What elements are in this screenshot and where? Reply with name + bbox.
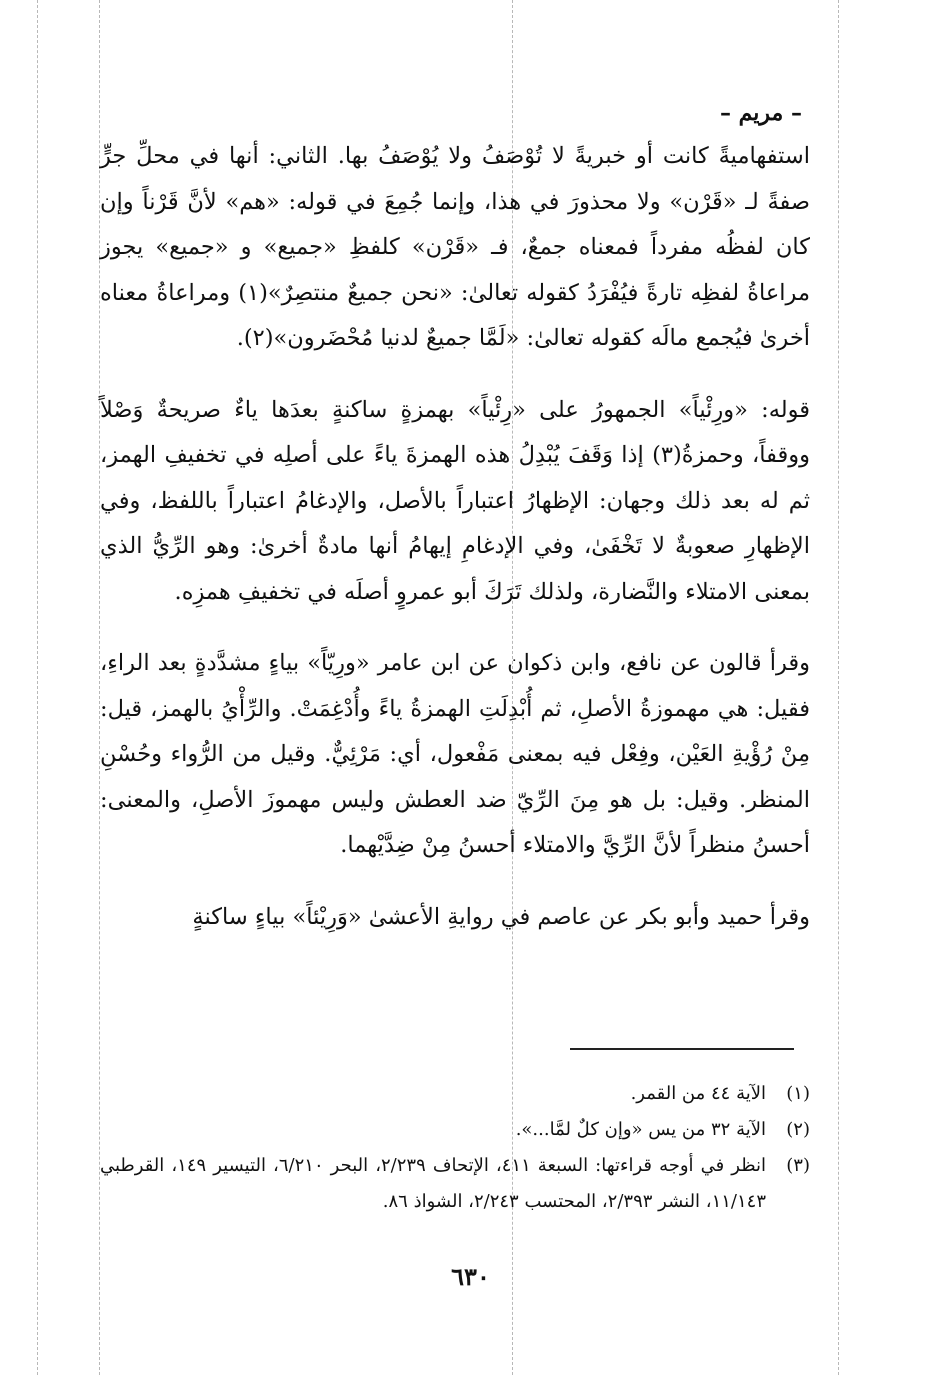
footnotes bbox=[100, 1076, 810, 1220]
footnote-text: الآية ٤٤ من القمر. bbox=[630, 1083, 766, 1104]
paragraph: وقرأ قالون عن نافع، وابن ذكوان عن ابن عامر «ورِيّاً» بياءٍ مشدَّدةٍ بعد الراءِ، فقيل: هي مهموزةُ الأصلِ، ثم أُبْدِلَتِ الهمزةُ ياءً وأُدْغِمَتْ. والرِّأْيُ بالهمز، قيل: مِنْ رُؤْيةِ العَيْن، وفِعْل فيه بمعنى مَفْعول، أي: مَرْئِيٌّ. وقيل من الرُّواء وحُسْنِ المنظر. وقيل: بل هو مِنَ الرِّيّ ضد العطش وليس مهموزَ الأصلِ، والمعنى: أحسنُ منظراً لأنَّ الرِّيَّ والامتلاء أحسنُ مِنْ ضِدَّيْهما. bbox=[100, 650, 810, 858]
footnote-number: (٣) bbox=[786, 1155, 810, 1176]
paragraph: استفهاميةً كانت أو خبريةً لا تُوْصَفُ ولا يُوْصَفُ بها. الثاني: أنها في محلِّ جرٍّ صفةً لـ «قَرْن» ولا محذورَ في هذا، وإنما جُمِعَ في قوله: «هم» لأنَّ قَرْناً وإن كان لفظُه مفرداً فمعناه جمعٌ، فـ «قَرْن» كلفظِ «جميع» و «جميع» يجوز مراعاةُ لفظِه تارةً فيُفْرَدُ كقوله تعالىٰ: «نحن جميعٌ منتصِرٌ»(١) ومراعاةُ معناه أخرىٰ فيُجمع مالَه كقوله تعالىٰ: «لَمَّا جميعٌ لدنيا مُحْضَرون»(٢). bbox=[100, 143, 810, 351]
footnote-text: الآية ٣٢ من يس «وإن كلٌ لمَّا...». bbox=[515, 1119, 766, 1140]
footnote-number: (١) bbox=[786, 1083, 810, 1104]
footnote bbox=[100, 1148, 810, 1220]
page-number: ٦٣٠ bbox=[451, 1262, 490, 1291]
running-header: – مريم – bbox=[719, 100, 802, 126]
page-body bbox=[100, 100, 810, 940]
footnote-separator bbox=[570, 1048, 794, 1050]
paragraph: وقرأ حميد وأبو بكر عن عاصم في روايةِ الأعشىٰ «وَرِيْئاً» بياءٍ ساكنةٍ bbox=[192, 903, 810, 930]
footnote-number: (٢) bbox=[786, 1119, 810, 1140]
margin-guide-line bbox=[838, 0, 839, 1375]
footnote bbox=[100, 1112, 810, 1148]
margin-guide-line bbox=[37, 0, 38, 1375]
footnote-text: انظر في أوجه قراءتها: السبعة ٤١١، الإتحاف ٢/٢٣٩، البحر ٦/٢١٠، التيسير ١٤٩، القرطبي ١١/١٤٣، النشر ٢/٣٩٣، المحتسب ٢/٢٤٣، الشواذ ٨٦. bbox=[100, 1155, 766, 1212]
footnote bbox=[100, 1076, 810, 1112]
paragraph: قوله: «ورِئْياً» الجمهورُ على «رِئْياً» بهمزةٍ ساكنةٍ بعدَها ياءٌ صريحةٌ وَصْلاً ووقفاً، وحمزةُ(٣) إذا وَقَفَ يُبْدِلُ هذه الهمزةَ ياءً على أصلِه في تخفيفِ الهمز، ثم له بعد ذلك وجهان: الإظهارُ اعتباراً بالأصل، والإدغامُ اعتباراً باللفظ، وفي الإظهارِ صعوبةٌ لا تَخْفَىٰ، وفي الإدغامِ إيهامُ أنها مادةٌ أخرىٰ: وهو الرِّيُّ الذي بمعنى الامتلاء والنَّضارة، ولذلك تَرَكَ أبو عمروٍ أصلَه في تخفيفِ همزِه. bbox=[100, 396, 810, 605]
